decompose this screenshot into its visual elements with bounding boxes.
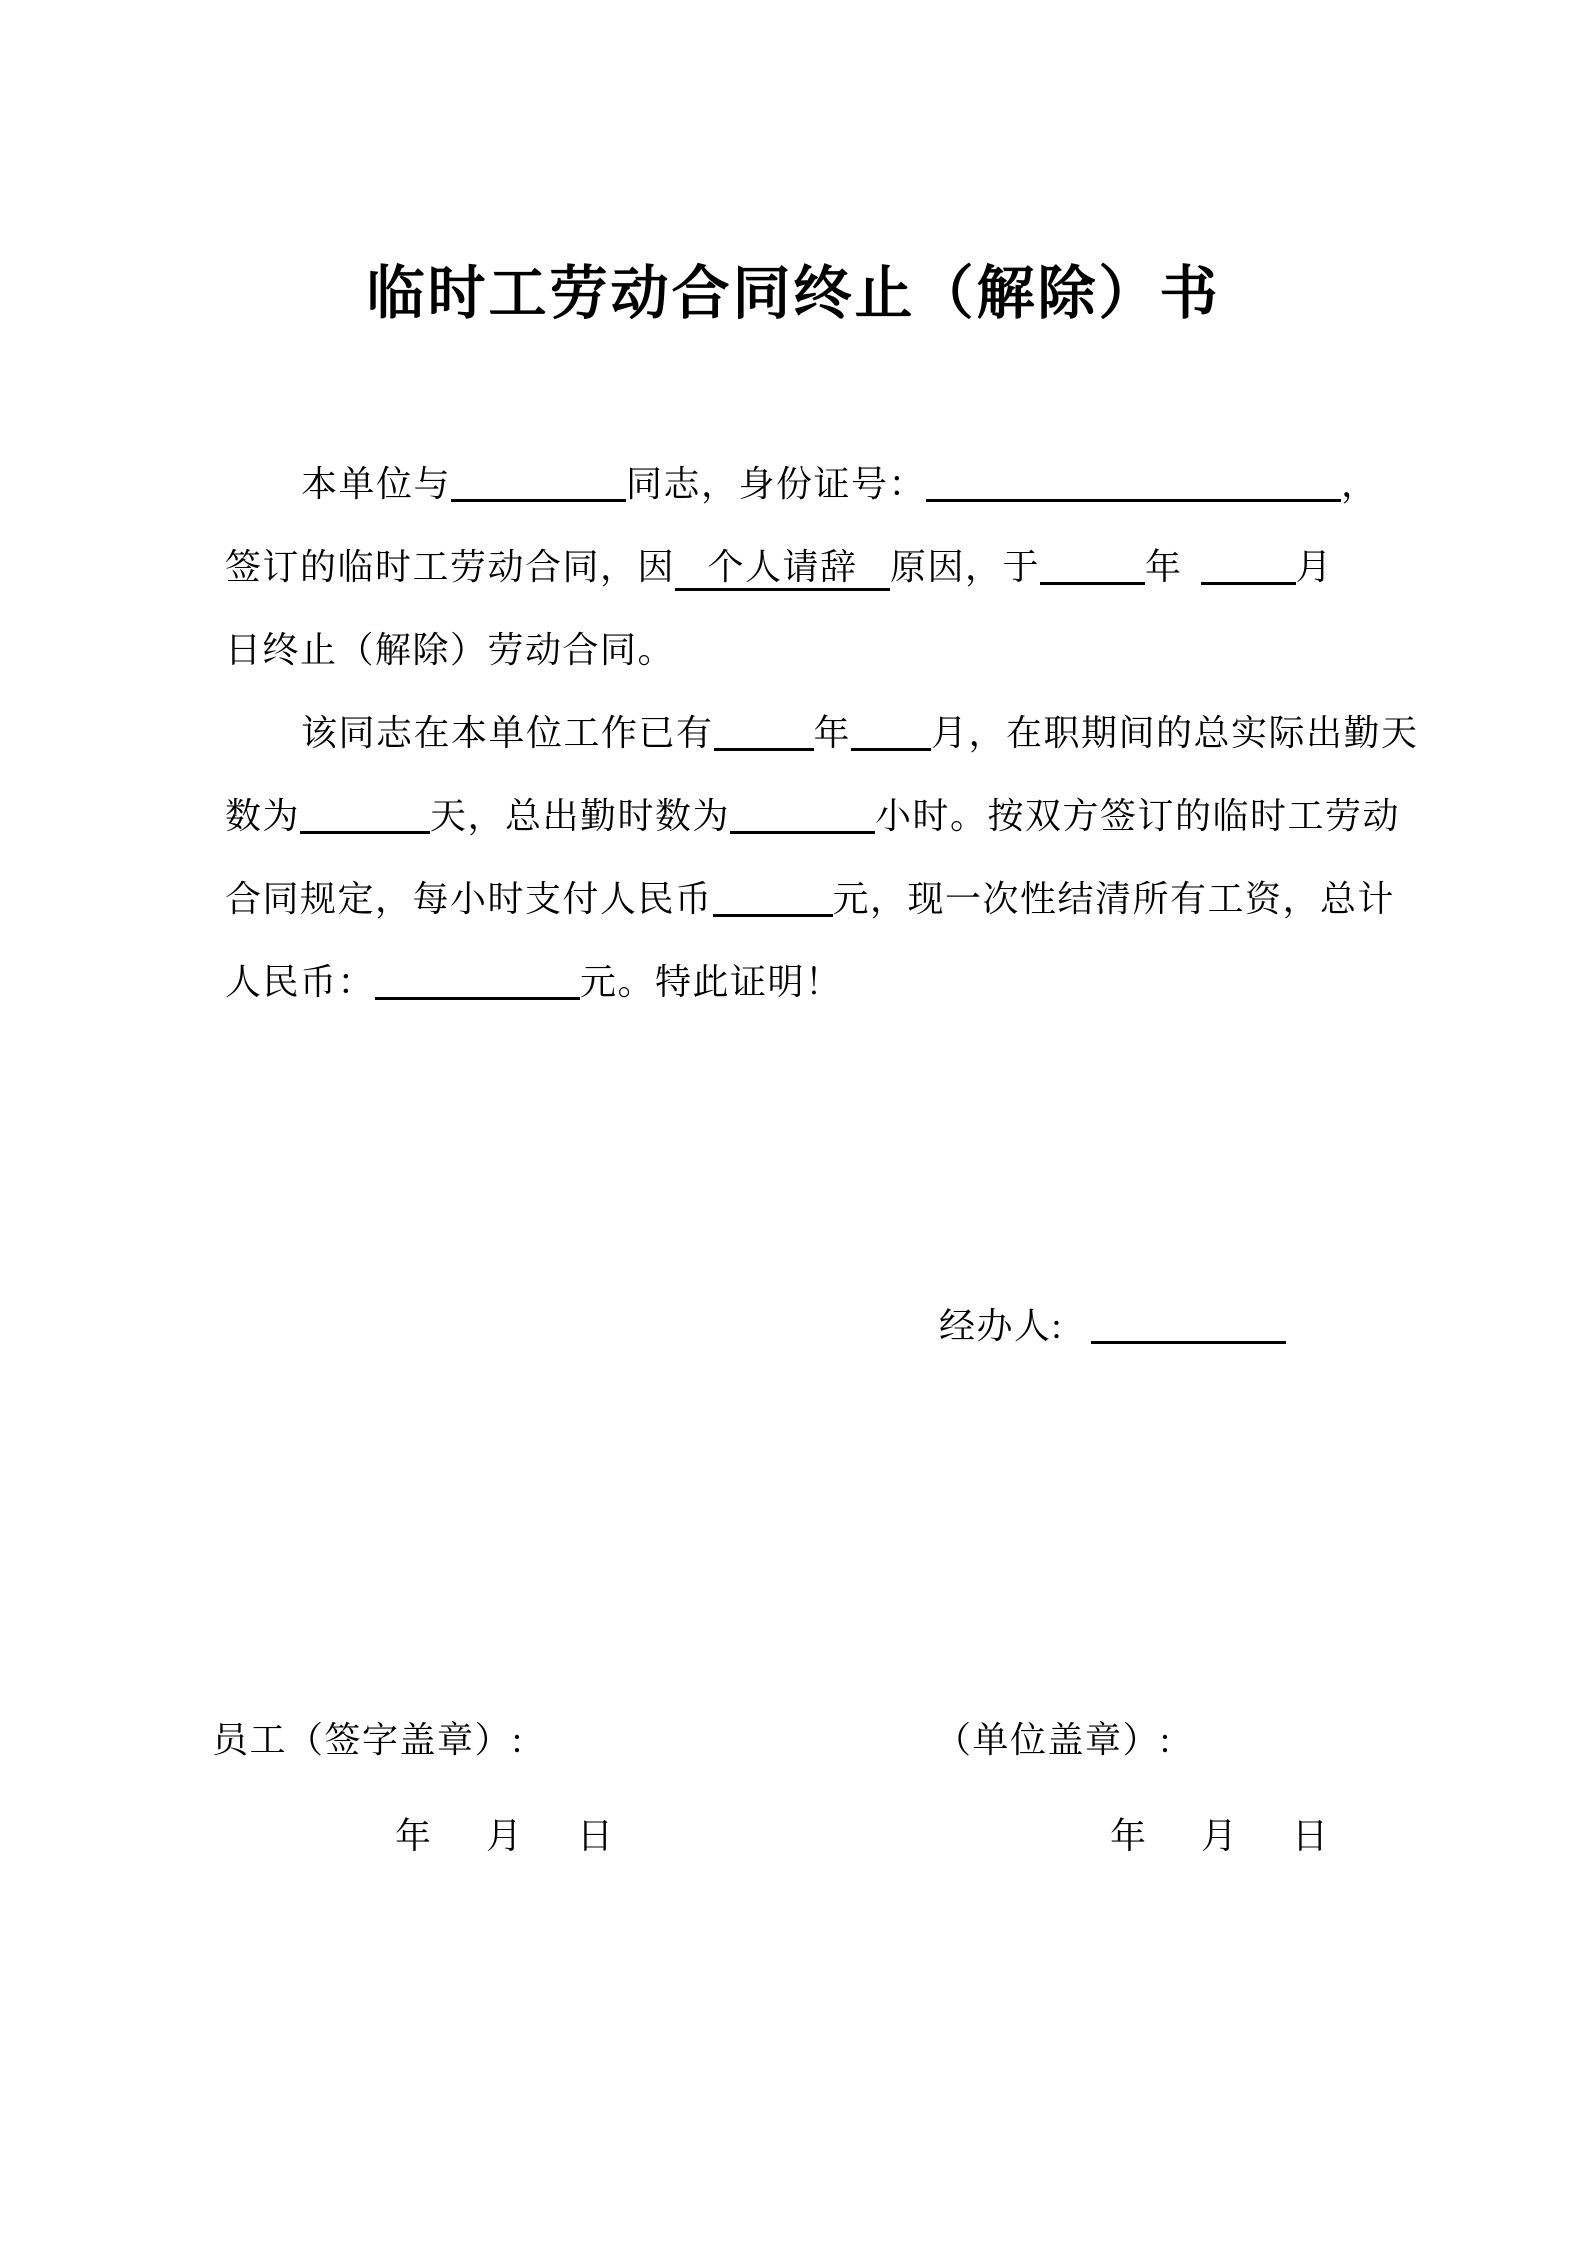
blank-worked-months <box>851 743 931 751</box>
body-line-6 <box>225 858 1395 941</box>
text-segment: 天，总出勤时数为 <box>430 796 731 836</box>
blank-termination-reason: 个人请辞 <box>675 547 890 591</box>
date-year-label: 年 <box>1110 1816 1147 1856</box>
blank-id-number <box>926 494 1341 502</box>
date-month-label: 月 <box>1201 1816 1238 1856</box>
body-line-5 <box>225 775 1401 858</box>
text-segment: 年 <box>1145 547 1183 587</box>
text-segment: 元，现一次性结清所有工资，总计 <box>832 879 1396 919</box>
blank-termination-month <box>1201 577 1296 585</box>
document-body <box>225 443 1419 1024</box>
text-segment: 本单位与 <box>301 464 452 504</box>
date-year-label: 年 <box>395 1816 432 1856</box>
body-line-7 <box>225 941 1395 1024</box>
text-segment: ， <box>1341 464 1379 504</box>
employee-date-fields <box>395 1808 613 1859</box>
text-segment: 原因，于 <box>890 547 1041 587</box>
employee-signature-label: 员工（签字盖章）: <box>212 1720 524 1760</box>
company-seal-label: （单位盖章）: <box>935 1720 1172 1760</box>
blank-attendance-days <box>300 826 430 834</box>
company-date-fields <box>1110 1808 1328 1859</box>
text-segment: 数为 <box>225 796 301 836</box>
text-segment: 日终止（解除）劳动合同。 <box>225 630 676 670</box>
date-day-label: 日 <box>577 1816 614 1856</box>
text-segment: 签订的临时工劳动合同，因 <box>225 547 676 587</box>
text-segment: 月，在职期间的总实际出勤天 <box>931 713 1419 753</box>
body-line-1 <box>225 443 1395 526</box>
blank-handler-name <box>1091 1336 1286 1344</box>
blank-worked-years <box>714 743 814 751</box>
handler-row <box>939 1298 1286 1349</box>
blank-hourly-rate <box>713 909 833 917</box>
blank-employee-name <box>451 494 626 502</box>
text-segment: 元。特此证明！ <box>580 962 843 1002</box>
text-segment: 人民币： <box>225 962 376 1002</box>
text-segment: 合同规定，每小时支付人民币 <box>225 879 713 919</box>
body-line-4 <box>225 692 1419 775</box>
body-line-2 <box>225 526 1395 609</box>
body-line-3 <box>225 609 1395 692</box>
handler-label: 经办人: <box>939 1306 1064 1346</box>
blank-total-pay <box>375 992 580 1000</box>
document-title: 临时工劳动合同终止（解除）书 <box>366 261 1221 326</box>
blank-total-hours <box>730 826 875 834</box>
date-day-label: 日 <box>1292 1816 1329 1856</box>
blank-termination-year <box>1040 577 1145 585</box>
date-month-label: 月 <box>486 1816 523 1856</box>
text-segment: 月 <box>1295 547 1334 587</box>
text-segment: 年 <box>813 713 852 753</box>
text-segment: 小时。按双方签订的临时工劳动 <box>875 796 1401 836</box>
text-segment: 该同志在本单位工作已有 <box>301 713 714 753</box>
text-segment: 同志，身份证号： <box>626 464 927 504</box>
